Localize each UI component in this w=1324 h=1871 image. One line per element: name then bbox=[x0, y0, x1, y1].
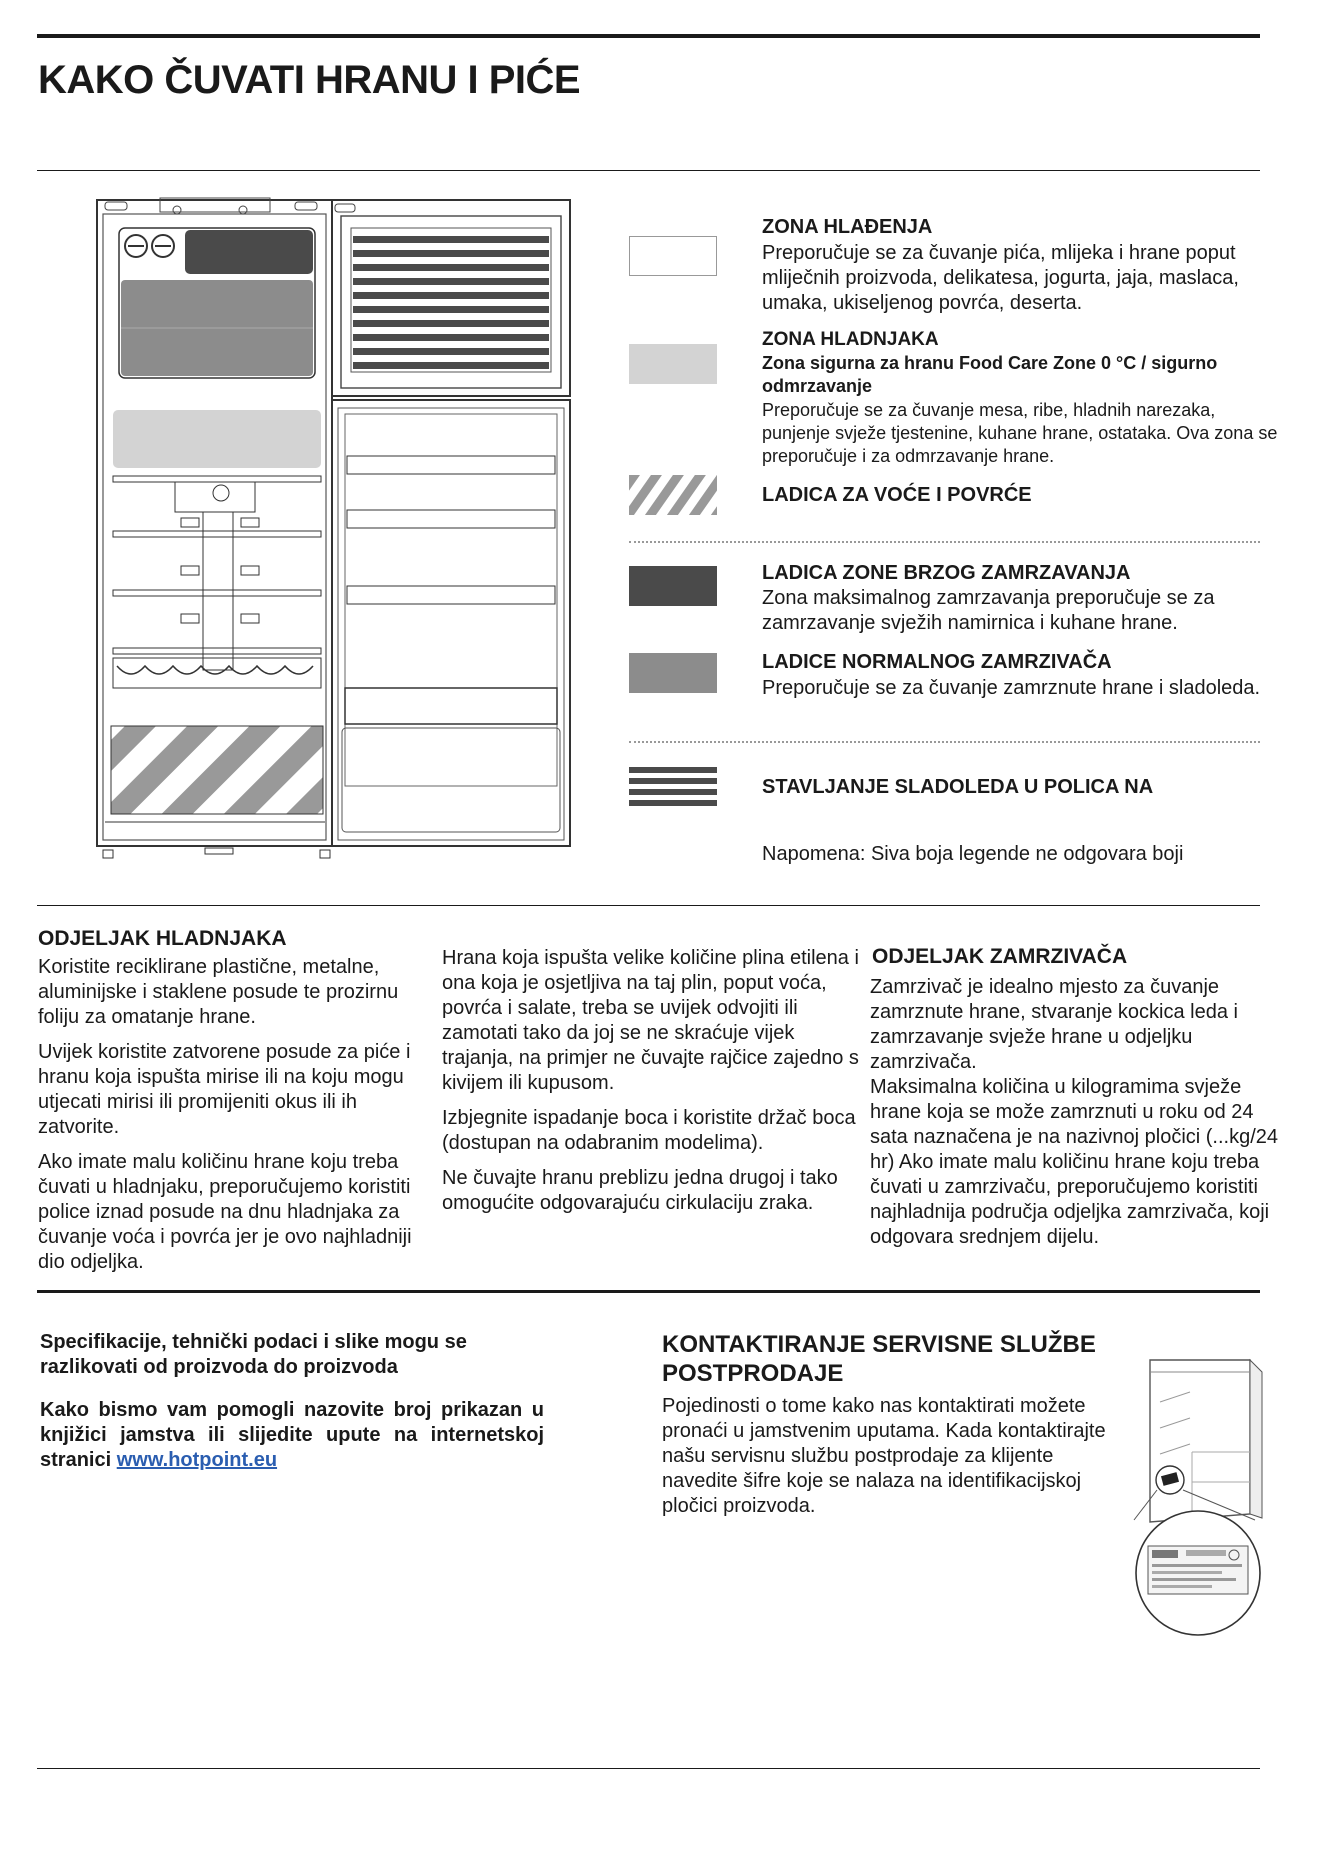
top-rule bbox=[37, 34, 1260, 38]
swatch-ladica-brzo bbox=[629, 566, 717, 606]
section-divider bbox=[37, 905, 1260, 906]
legend-title-ladica-brzo: LADICA ZONE BRZOG ZAMRZAVANJA bbox=[762, 562, 1131, 584]
legend-body-zona-hladnjaka: Preporučuje se za čuvanje mesa, ribe, hladnih narezaka, punjenje svježe tjestenine, kuhane hrane, ostataka. Ova zona se preporučuje i za odmrzavanje hrane. bbox=[762, 400, 1278, 466]
column-odjeljak-hladnjaka bbox=[38, 926, 438, 1285]
column-middle bbox=[442, 946, 862, 1226]
swatch-zona-hladjenja bbox=[629, 236, 717, 276]
column-odjeljak-zamrzivaca bbox=[870, 944, 1290, 1260]
legend-title-ladice-normalno: LADICE NORMALNOG ZAMRZIVAČA bbox=[762, 651, 1112, 673]
paragraph: Zamrzivač je idealno mjesto za čuvanje zamrznute hrane, stvaranje kockica leda i zamrzavanje svježe hrane u odjeljku zamrzivača. bbox=[870, 976, 1238, 1073]
swatch-sladoled bbox=[629, 766, 717, 806]
footer-rule bbox=[37, 1768, 1260, 1769]
legend-title-ladica-voce: LADICA ZA VOĆE I POVRĆE bbox=[762, 484, 1032, 506]
paragraph: Ne čuvajte hranu preblizu jedna drugoj i tako omogućite odgovarajuću cirkulaciju zraka. bbox=[442, 1167, 838, 1214]
legend-title-sladoled: STAVLJANJE SLADOLEDA U POLICA NA bbox=[762, 776, 1154, 798]
legend-divider-2 bbox=[629, 741, 1260, 743]
legend-subtitle-zona-hladnjaka: Zona sigurna za hranu Food Care Zone 0 °C / sigurno odmrzavanje bbox=[762, 353, 1218, 396]
page-title: KAKO ČUVATI HRANU I PIĆE bbox=[38, 58, 581, 102]
paragraph: Hrana koja ispušta velike količine plina etilena i ona koja je osjetljiva na taj plin, poput voća, povrća i salate, treba se uvijek odvojiti ili zamotati tako da joj se ne skraćuje vijek trajanja, na primjer ne čuvajte rajčice zajedno s kivijem ili kupusom. bbox=[442, 947, 859, 1094]
swatch-zona-hladnjaka bbox=[629, 344, 717, 384]
legend-divider-1 bbox=[629, 541, 1260, 543]
legend-title-zona-hladjenja: ZONA HLAĐENJA bbox=[762, 216, 933, 238]
legend-title-zona-hladnjaka: ZONA HLADNJAKA bbox=[762, 329, 939, 350]
legend-note: Napomena: Siva boja legende ne odgovara boji bbox=[762, 843, 1184, 865]
columns-bottom-rule bbox=[37, 1290, 1260, 1293]
service-body: Pojedinosti o tome kako nas kontaktirati možete pronaći u jamstvenim uputama. Kada kontaktirajte našu servisnu službu postprodaje za klijente navedite šifre koje se nalaza na identifikacijskoj pločici proizvoda. bbox=[662, 1395, 1106, 1517]
paragraph: Koristite reciklirane plastične, metalne, aluminijske i staklene posude te prozirnu foliju za omatanje hrane. bbox=[38, 956, 399, 1028]
fridge-freezer-diagram bbox=[95, 196, 575, 862]
title-divider bbox=[37, 170, 1260, 171]
service-heading: KONTAKTIRANJE SERVISNE SLUŽBE POSTPRODAJE bbox=[662, 1331, 1096, 1387]
spec-contact bbox=[40, 1398, 544, 1473]
spec-contact-text: Kako bismo vam pomogli nazovite broj prikazan u knjižici jamstva ili slijedite upute na internetskoj stranici bbox=[40, 1399, 544, 1471]
legend-body-zona-hladjenja: Preporučuje se za čuvanje pića, mlijeka i hrane poput mliječnih proizvoda, delikatesa, jogurta, jaja, maslaca, umaka, ukiseljenog povrća, deserta. bbox=[762, 242, 1239, 314]
hotpoint-link[interactable]: www.hotpoint.eu bbox=[116, 1449, 278, 1471]
swatch-ladica-voce bbox=[629, 475, 717, 515]
legend-body-ladice-normalno: Preporučuje se za čuvanje zamrznute hrane i sladoleda. bbox=[762, 677, 1261, 699]
paragraph: Izbjegnite ispadanje boca i koristite držač boca (dostupan na odabranim modelima). bbox=[442, 1107, 856, 1154]
service-block bbox=[662, 1330, 1132, 1519]
spec-note: Specifikacije, tehnički podaci i slike mogu se razlikovati od proizvoda do proizvoda bbox=[40, 1331, 467, 1378]
paragraph: Ako imate malu količinu hrane koju treba čuvati u hladnjaku, preporučujemo koristiti police iznad posude na dnu hladnjaka za čuvanje voća i povrća jer je ovo najhladniji dio odjeljka. bbox=[38, 1151, 412, 1273]
swatch-ladice-normalno bbox=[629, 653, 717, 693]
legend-body-ladica-brzo: Zona maksimalnog zamrzavanja preporučuje se za zamrzavanje svježih namirnica i kuhane hrane. bbox=[762, 587, 1215, 634]
heading-odjeljak-hladnjaka: ODJELJAK HLADNJAKA bbox=[38, 927, 287, 950]
paragraph: Uvijek koristite zatvorene posude za piće i hranu koja ispušta mirise ili na koju mogu utjecati mirisi ili promijeniti okus ili ih zatvorite. bbox=[38, 1041, 411, 1138]
rating-plate-location-illustration bbox=[1130, 1352, 1265, 1642]
spec-block bbox=[40, 1330, 544, 1491]
heading-odjeljak-zamrzivaca: ODJELJAK ZAMRZIVAČA bbox=[872, 945, 1128, 968]
paragraph: Maksimalna količina u kilogramima svježe hrane koja se može zamrznuti u roku od 24 sata naznačena je na nazivnoj pločici (...kg/24 hr) Ako imate malu količinu hrane koju treba čuvati u zamrzivaču, preporučujemo koristiti najhladnija područja odjeljka zamrzivača, koji odgovara srednjem dijelu. bbox=[870, 1076, 1279, 1248]
